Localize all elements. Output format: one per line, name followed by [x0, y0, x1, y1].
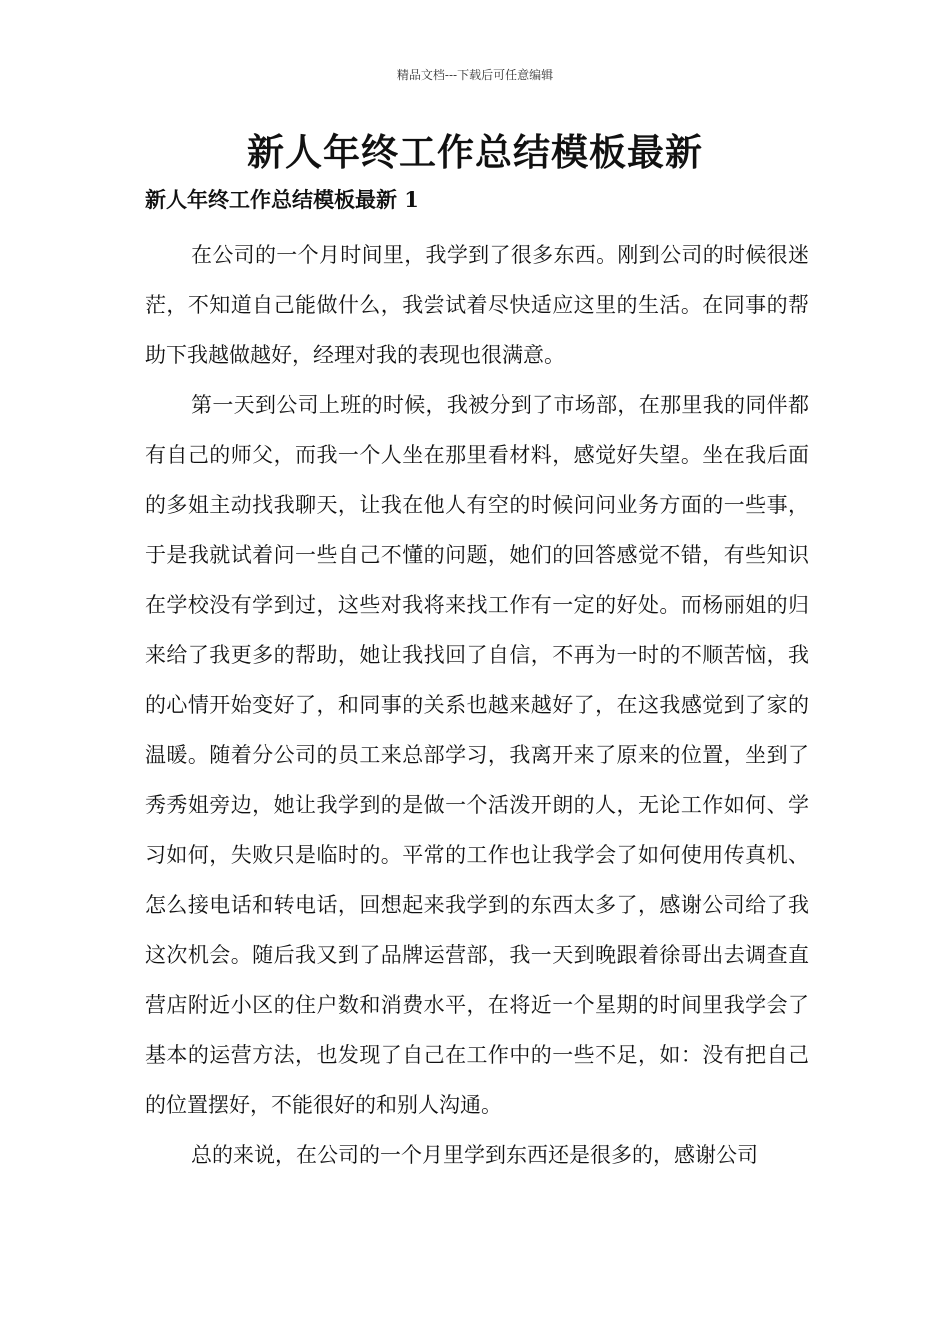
- paragraph-1: 在公司的一个月时间里，我学到了很多东西。刚到公司的时候很迷茫，不知道自己能做什么，我尝试着尽快适应这里的生活。在同事的帮助下我越做越好，经理对我的表现也很满意。: [145, 243, 809, 367]
- paragraph-3: 总的来说，在公司的一个月里学到东西还是很多的，感谢公司: [191, 1143, 758, 1167]
- paragraph-2: 第一天到公司上班的时候，我被分到了市场部，在那里我的同伴都有自己的师父，而我一个人坐在那里看材料，感觉好失望。坐在我后面的多姐主动找我聊天，让我在他人有空的时候问问业务方面的一些事，于是我就试着问一些自己不懂的问题，她们的回答感觉不错，有些知识在学校没有学到过，这些对我将来找工作有一定的好处。而杨丽姐的归来给了我更多的帮助，她让我找回了自信，不再为一时的不顺苦恼，我的心情开始变好了，和同事的关系也越来越好了，在这我感觉到了家的温暖。随着分公司的员工来总部学习，我离开来了原来的位置，坐到了秀秀姐旁边，她让我学到的是做一个活泼开朗的人，无论工作如何、学习如何，失败只是临时的。平常的工作也让我学会了如何使用传真机、怎么接电话和转电话，回想起来我学到的东西太多了，感谢公司给了我这次机会。随后我又到了品牌运营部，我一天到晚跟着徐哥出去调查直营店附近小区的住户数和消费水平，在将近一个星期的时间里我学会了基本的运营方法，也发现了自己在工作中的一些不足，如：没有把自己的位置摆好，不能很好的和别人沟通。: [145, 393, 809, 1117]
- header-note: 精品文档---下载后可任意编辑: [396, 68, 554, 82]
- section-heading: 新人年终工作总结模板最新 1: [145, 187, 419, 212]
- document-title: 新人年终工作总结模板最新: [247, 130, 703, 174]
- document-body: [145, 230, 809, 1180]
